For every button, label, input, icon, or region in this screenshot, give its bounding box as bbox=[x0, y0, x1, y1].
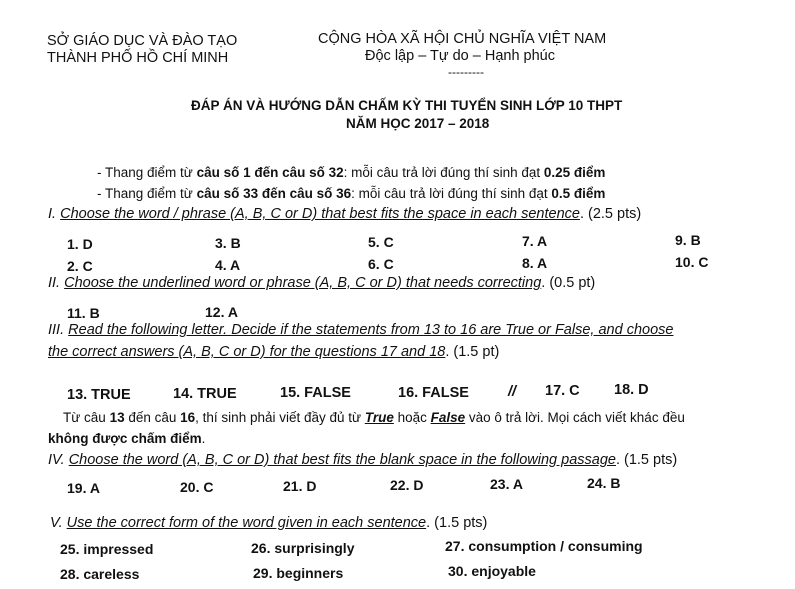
answer-20: 20. C bbox=[180, 479, 214, 495]
city-name: THÀNH PHỐ HỒ CHÍ MINH bbox=[47, 50, 229, 66]
answer-6: 6. C bbox=[368, 256, 394, 272]
answer-16: 16. FALSE bbox=[398, 385, 469, 401]
answer-26: 26. surprisingly bbox=[251, 540, 355, 556]
answer-24: 24. B bbox=[587, 475, 621, 491]
answer-19: 19. A bbox=[67, 480, 100, 496]
school-year: NĂM HỌC 2017 – 2018 bbox=[346, 116, 490, 131]
answer-29: 29. beginners bbox=[253, 565, 344, 581]
department-name: SỞ GIÁO DỤC VÀ ĐÀO TẠO bbox=[47, 33, 238, 49]
motto: Độc lập – Tự do – Hạnh phúc bbox=[365, 48, 556, 64]
answer-9: 9. B bbox=[675, 232, 701, 248]
answer-5: 5. C bbox=[368, 234, 394, 250]
answer-23: 23. A bbox=[490, 476, 523, 492]
answer-25: 25. impressed bbox=[60, 541, 154, 557]
answer-10: 10. C bbox=[675, 254, 709, 270]
answer-3: 3. B bbox=[215, 235, 241, 251]
country-name: CỘNG HÒA XÃ HỘI CHỦ NGHĨA VIỆT NAM bbox=[318, 31, 607, 47]
answer-18: 18. D bbox=[614, 382, 649, 398]
answer-11: 11. B bbox=[67, 305, 100, 321]
answer-8: 8. A bbox=[522, 255, 548, 271]
section-4-heading: IV. Choose the word (A, B, C or D) that best fits the blank space in the following passage. (1.5 pts) bbox=[48, 452, 678, 468]
answer-12: 12. A bbox=[205, 304, 238, 320]
section-5-heading: V. Use the correct form of the word given in each sentence. (1.5 pts) bbox=[50, 515, 488, 531]
answer-21: 21. D bbox=[283, 478, 317, 494]
answer-27: 27. consumption / consuming bbox=[445, 538, 643, 554]
answer-1: 1. D bbox=[67, 236, 93, 252]
header-divider: --------- bbox=[448, 65, 484, 79]
scoring-note-1: - Thang điểm từ câu số 1 đến câu số 32: mỗi câu trả lời đúng thí sinh đạt 0.25 điểm bbox=[97, 165, 606, 180]
answer-28: 28. careless bbox=[60, 566, 140, 582]
answer-22: 22. D bbox=[390, 477, 424, 493]
section-3-heading-line-2: the correct answers (A, B, C or D) for the questions 17 and 18. (1.5 pt) bbox=[48, 344, 500, 360]
answer-7: 7. A bbox=[522, 233, 548, 249]
answer-15: 15. FALSE bbox=[280, 385, 351, 401]
answer-separator: // bbox=[508, 384, 517, 400]
instruction-line-1: Từ câu 13 đến câu 16, thí sinh phải viết đầy đủ từ True hoặc False vào ô trả lời. Mọi cách viết khác đều bbox=[63, 410, 685, 425]
answer-2: 2. C bbox=[67, 258, 93, 274]
section-2-heading: II. Choose the underlined word or phrase (A, B, C or D) that needs correcting. (0.5 pt) bbox=[48, 275, 596, 291]
section-3-heading-line-1: III. Read the following letter. Decide if the statements from 13 to 16 are True or False, and choose bbox=[48, 322, 674, 338]
answer-4: 4. A bbox=[215, 257, 241, 273]
scoring-note-2: - Thang điểm từ câu số 33 đến câu số 36: mỗi câu trả lời đúng thí sinh đạt 0.5 điểm bbox=[97, 186, 606, 201]
instruction-line-2: không được chấm điểm. bbox=[48, 431, 206, 446]
doc-title: ĐÁP ÁN VÀ HƯỚNG DẪN CHẤM KỲ THI TUYỂN SINH LỚP 10 THPT bbox=[191, 98, 623, 113]
answer-17: 17. C bbox=[545, 383, 580, 399]
section-1-heading: I. Choose the word / phrase (A, B, C or D) that best fits the space in each sentence. (2.5 pts) bbox=[48, 206, 642, 222]
answer-30: 30. enjoyable bbox=[448, 563, 536, 579]
answer-14: 14. TRUE bbox=[173, 386, 237, 402]
answer-13: 13. TRUE bbox=[67, 387, 131, 403]
